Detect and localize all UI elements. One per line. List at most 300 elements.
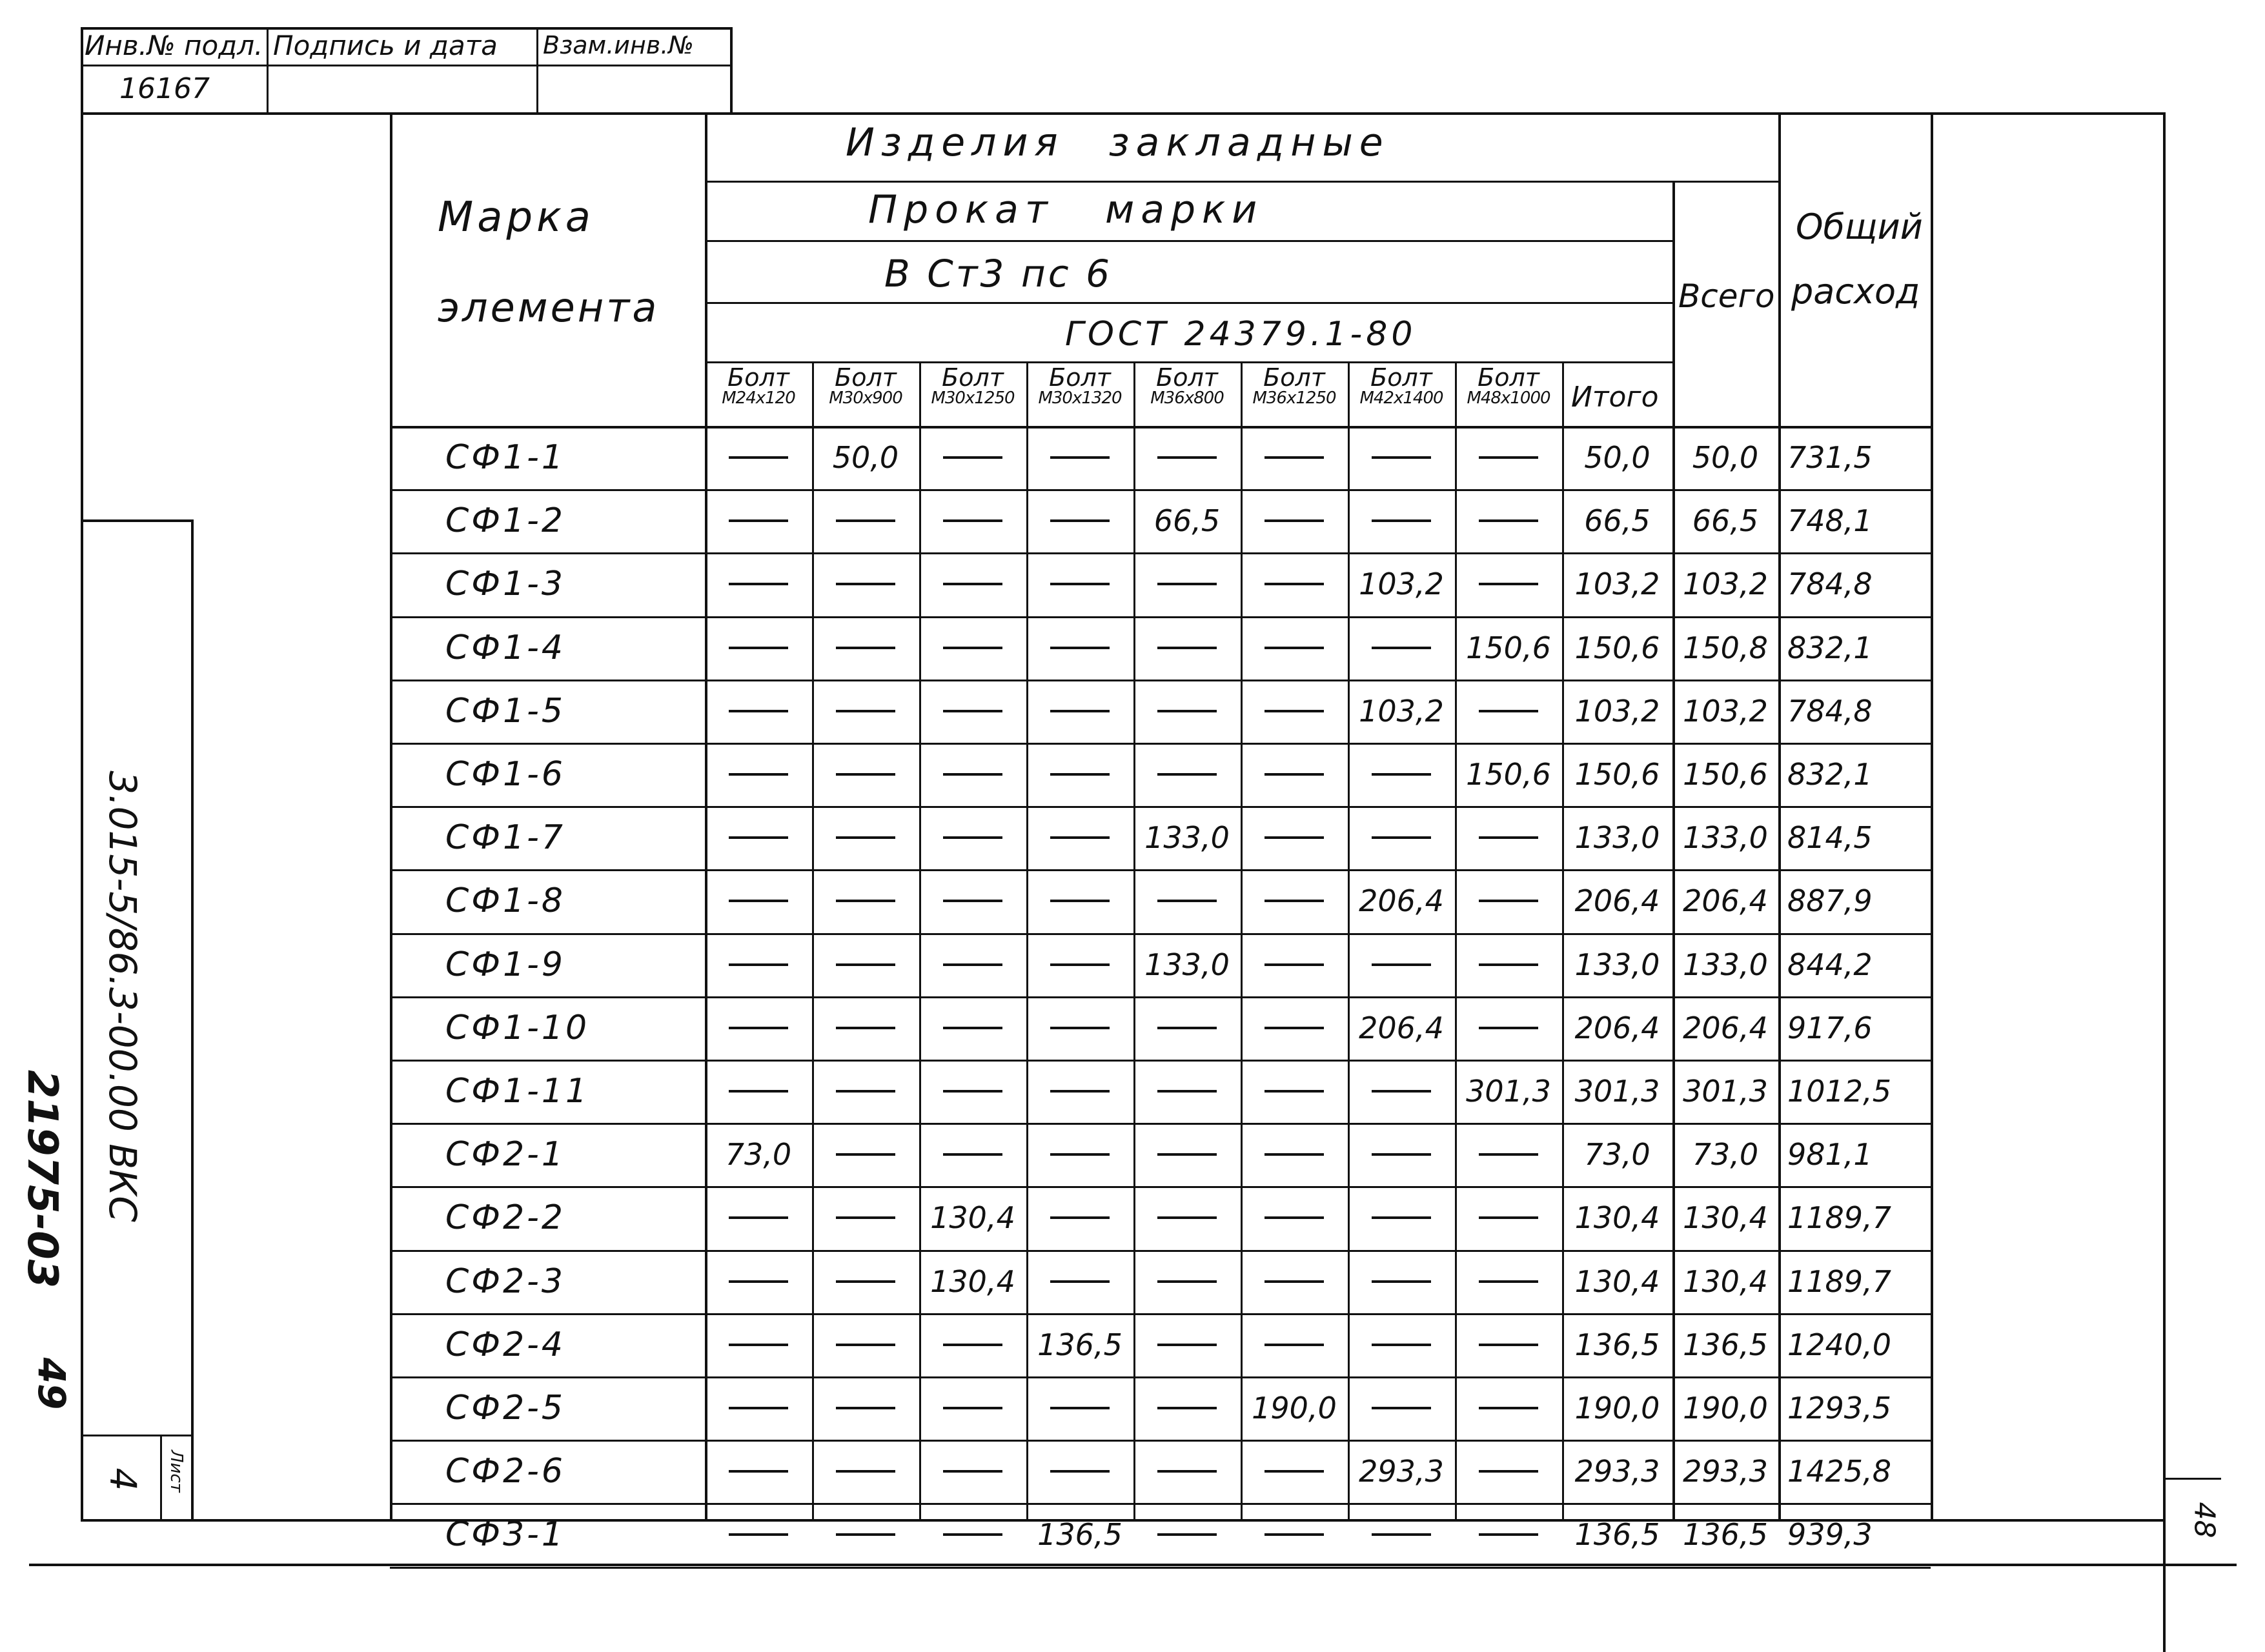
row-itogo: 190,0 bbox=[1574, 1391, 1660, 1426]
empty-dash bbox=[1050, 710, 1110, 712]
empty-dash bbox=[1479, 1407, 1538, 1409]
row-bolt-value bbox=[919, 743, 1026, 806]
grid-row-line bbox=[390, 1440, 1931, 1442]
empty-dash bbox=[1265, 1090, 1324, 1093]
empty-dash bbox=[943, 1470, 1002, 1473]
grid-row-line bbox=[390, 1186, 1931, 1188]
row-bolt-value bbox=[1133, 1313, 1241, 1376]
row-bolt-value: 136,5 bbox=[1037, 1327, 1122, 1362]
row-bolt-value bbox=[1133, 1440, 1241, 1503]
row-bolt-value bbox=[1133, 1123, 1241, 1186]
empty-dash bbox=[1265, 1344, 1324, 1346]
row-bolt-value bbox=[812, 1060, 919, 1123]
empty-dash bbox=[1050, 1216, 1110, 1219]
empty-dash bbox=[836, 1470, 895, 1473]
row-vsego: 133,0 bbox=[1683, 820, 1768, 856]
row-vsego: 103,2 bbox=[1683, 567, 1768, 602]
empty-dash bbox=[1157, 773, 1217, 776]
row-bolt-value bbox=[705, 1503, 812, 1566]
row-bolt-value bbox=[1133, 426, 1241, 489]
empty-dash bbox=[729, 963, 788, 966]
grid-col-line bbox=[1241, 361, 1243, 1520]
row-total: 784,8 bbox=[1787, 693, 1873, 729]
empty-dash bbox=[1265, 583, 1324, 585]
header-group: Изделия закладные bbox=[846, 120, 1390, 165]
row-bolt-value: 301,3 bbox=[1466, 1074, 1551, 1109]
row-bolt-value bbox=[1133, 996, 1241, 1060]
row-bolt-value bbox=[919, 426, 1026, 489]
row-bolt-value bbox=[1026, 996, 1133, 1060]
row-bolt-value bbox=[705, 1060, 812, 1123]
row-bolt-value bbox=[1133, 1250, 1241, 1313]
grid-mark-left bbox=[390, 112, 392, 1520]
header-mark-line1: Марка bbox=[438, 194, 594, 241]
row-bolt-value: 150,6 bbox=[1466, 630, 1551, 665]
row-bolt-value bbox=[1455, 996, 1562, 1060]
row-bolt-value bbox=[1455, 680, 1562, 743]
row-bolt-value bbox=[1455, 489, 1562, 552]
row-itogo: 133,0 bbox=[1574, 820, 1660, 856]
row-bolt-value bbox=[812, 1313, 919, 1376]
row-itogo: 103,2 bbox=[1574, 567, 1660, 602]
row-mark: СФ3-1 bbox=[445, 1515, 566, 1555]
row-bolt-value bbox=[1348, 1503, 1455, 1566]
sheet-label: Лист bbox=[167, 1450, 186, 1493]
column-header bbox=[1133, 365, 1241, 407]
row-bolt-value bbox=[1455, 1250, 1562, 1313]
empty-dash bbox=[943, 836, 1002, 839]
row-total: 832,1 bbox=[1787, 630, 1873, 665]
row-mark: СФ1-6 bbox=[445, 755, 566, 794]
row-bolt-value: 130,4 bbox=[930, 1200, 1015, 1236]
empty-dash bbox=[1157, 1027, 1217, 1029]
empty-dash bbox=[1265, 836, 1324, 839]
empty-dash bbox=[943, 1153, 1002, 1156]
column-header bbox=[812, 365, 919, 407]
empty-dash bbox=[836, 900, 895, 902]
empty-dash bbox=[1157, 1090, 1217, 1093]
row-bolt-value bbox=[1241, 489, 1348, 552]
stamp-replace-label: Взам.инв.№ bbox=[543, 31, 694, 59]
row-bolt-value bbox=[919, 996, 1026, 1060]
empty-dash bbox=[1479, 836, 1538, 839]
sheet-number: 4 bbox=[101, 1467, 144, 1491]
empty-dash bbox=[1372, 647, 1431, 649]
row-bolt-value bbox=[1348, 1376, 1455, 1440]
empty-dash bbox=[836, 519, 895, 522]
series-code: 21975-03 bbox=[18, 1069, 66, 1289]
empty-dash bbox=[1050, 583, 1110, 585]
row-bolt-value bbox=[705, 426, 812, 489]
row-bolt-value bbox=[919, 1060, 1026, 1123]
row-bolt-value bbox=[705, 1250, 812, 1313]
empty-dash bbox=[1050, 900, 1110, 902]
empty-dash bbox=[836, 1153, 895, 1156]
column-header-name: Болт bbox=[727, 363, 789, 392]
empty-dash bbox=[1265, 647, 1324, 649]
row-mark: СФ2-2 bbox=[445, 1198, 566, 1238]
empty-dash bbox=[1157, 583, 1217, 585]
row-bolt-value bbox=[1455, 1440, 1562, 1503]
empty-dash bbox=[1265, 1027, 1324, 1029]
column-header-size: М30х1320 bbox=[1038, 388, 1122, 408]
row-total: 748,1 bbox=[1787, 503, 1873, 539]
row-total: 887,9 bbox=[1787, 883, 1873, 919]
empty-dash bbox=[1265, 963, 1324, 966]
empty-dash bbox=[1265, 1533, 1324, 1536]
row-bolt-value: 150,6 bbox=[1466, 757, 1551, 792]
grid-col-line bbox=[1562, 361, 1564, 1520]
grid-row-line bbox=[390, 1060, 1931, 1062]
empty-dash bbox=[1050, 773, 1110, 776]
row-bolt-value bbox=[1241, 869, 1348, 932]
row-bolt-value bbox=[1455, 806, 1562, 869]
stamp-sign-label: Подпись и дата bbox=[273, 30, 498, 61]
row-total: 917,6 bbox=[1787, 1010, 1873, 1045]
row-itogo: 150,6 bbox=[1574, 757, 1660, 792]
row-bolt-value bbox=[919, 616, 1026, 680]
empty-dash bbox=[729, 710, 788, 712]
row-bolt-value bbox=[705, 743, 812, 806]
grid-col-line bbox=[919, 361, 921, 1520]
row-bolt-value bbox=[1348, 1060, 1455, 1123]
empty-dash bbox=[836, 836, 895, 839]
empty-dash bbox=[836, 963, 895, 966]
row-bolt-value bbox=[919, 1440, 1026, 1503]
row-bolt-value bbox=[1455, 1313, 1562, 1376]
row-bolt-value bbox=[1455, 869, 1562, 932]
empty-dash bbox=[1479, 1153, 1538, 1156]
row-bolt-value bbox=[1026, 869, 1133, 932]
row-bolt-value: 293,3 bbox=[1359, 1454, 1444, 1489]
row-bolt-value bbox=[1348, 1186, 1455, 1249]
row-bolt-value bbox=[705, 1440, 812, 1503]
row-bolt-value bbox=[812, 616, 919, 680]
row-mark: СФ1-1 bbox=[445, 438, 566, 478]
empty-dash bbox=[1479, 710, 1538, 712]
row-itogo: 206,4 bbox=[1574, 1010, 1660, 1045]
empty-dash bbox=[836, 1027, 895, 1029]
row-bolt-value: 136,5 bbox=[1037, 1517, 1122, 1553]
grid-row-line bbox=[390, 1567, 1931, 1569]
empty-dash bbox=[729, 456, 788, 459]
empty-dash bbox=[836, 583, 895, 585]
grid-row-line bbox=[390, 680, 1931, 681]
grid-vsego-left bbox=[1672, 181, 1675, 1520]
empty-dash bbox=[1265, 773, 1324, 776]
empty-dash bbox=[729, 1280, 788, 1283]
row-mark: СФ1-8 bbox=[445, 881, 566, 921]
row-mark: СФ1-4 bbox=[445, 628, 566, 667]
row-bolt-value bbox=[705, 1376, 812, 1440]
grid-row-line bbox=[390, 489, 1931, 491]
row-itogo: 136,5 bbox=[1574, 1517, 1660, 1553]
grid-row-line bbox=[390, 1250, 1931, 1252]
row-vsego: 301,3 bbox=[1683, 1074, 1768, 1109]
row-bolt-value bbox=[705, 1313, 812, 1376]
row-total: 814,5 bbox=[1787, 820, 1873, 856]
row-bolt-value bbox=[1241, 616, 1348, 680]
row-bolt-value bbox=[1026, 1123, 1133, 1186]
empty-dash bbox=[1157, 900, 1217, 902]
row-itogo: 150,6 bbox=[1574, 630, 1660, 665]
empty-dash bbox=[1265, 519, 1324, 522]
row-total: 1189,7 bbox=[1787, 1200, 1891, 1236]
row-vsego: 133,0 bbox=[1683, 947, 1768, 982]
stamp-inv-label: Инв.№ подл. bbox=[85, 30, 263, 61]
empty-dash bbox=[1157, 1533, 1217, 1536]
row-vsego: 73,0 bbox=[1692, 1137, 1759, 1173]
empty-dash bbox=[1372, 1407, 1431, 1409]
row-itogo: 133,0 bbox=[1574, 947, 1660, 982]
row-itogo: 293,3 bbox=[1574, 1454, 1660, 1489]
empty-dash bbox=[1050, 1090, 1110, 1093]
empty-dash bbox=[1157, 456, 1217, 459]
row-bolt-value bbox=[1241, 743, 1348, 806]
empty-dash bbox=[836, 1533, 895, 1536]
empty-dash bbox=[1479, 456, 1538, 459]
empty-dash bbox=[943, 1344, 1002, 1346]
row-mark: СФ2-6 bbox=[445, 1452, 566, 1491]
row-bolt-value bbox=[1455, 1186, 1562, 1249]
row-itogo: 73,0 bbox=[1584, 1137, 1651, 1173]
grid-row-line bbox=[390, 996, 1931, 998]
empty-dash bbox=[1479, 1470, 1538, 1473]
row-bolt-value bbox=[812, 1503, 919, 1566]
empty-dash bbox=[1050, 963, 1110, 966]
row-bolt-value bbox=[812, 1250, 919, 1313]
grid-h-steel bbox=[705, 302, 1672, 304]
row-bolt-value bbox=[1348, 1250, 1455, 1313]
row-bolt-value bbox=[919, 869, 1026, 932]
row-bolt-value bbox=[1241, 806, 1348, 869]
empty-dash bbox=[1050, 647, 1110, 649]
empty-dash bbox=[1157, 1153, 1217, 1156]
empty-dash bbox=[729, 647, 788, 649]
row-vsego: 136,5 bbox=[1683, 1327, 1768, 1362]
row-total: 784,8 bbox=[1787, 567, 1873, 602]
empty-dash bbox=[1372, 773, 1431, 776]
empty-dash bbox=[1372, 519, 1431, 522]
empty-dash bbox=[1050, 1027, 1110, 1029]
row-bolt-value bbox=[1348, 489, 1455, 552]
grid-row-line bbox=[390, 1376, 1931, 1378]
row-bolt-value bbox=[919, 680, 1026, 743]
column-header-size: М36х800 bbox=[1150, 388, 1224, 408]
empty-dash bbox=[1479, 1533, 1538, 1536]
row-itogo: 136,5 bbox=[1574, 1327, 1660, 1362]
empty-dash bbox=[729, 519, 788, 522]
row-total: 832,1 bbox=[1787, 757, 1873, 792]
empty-dash bbox=[1050, 1153, 1110, 1156]
row-bolt-value bbox=[1455, 552, 1562, 616]
row-bolt-value bbox=[812, 743, 919, 806]
empty-dash bbox=[836, 1090, 895, 1093]
row-bolt-value bbox=[1026, 1250, 1133, 1313]
row-bolt-value bbox=[1026, 680, 1133, 743]
row-bolt-value bbox=[1455, 1503, 1562, 1566]
empty-dash bbox=[1479, 583, 1538, 585]
row-total: 939,3 bbox=[1787, 1517, 1873, 1553]
row-bolt-value bbox=[1026, 806, 1133, 869]
row-total: 731,5 bbox=[1787, 440, 1873, 476]
grid-h-group bbox=[705, 181, 1778, 183]
empty-dash bbox=[729, 1027, 788, 1029]
row-bolt-value bbox=[1241, 426, 1348, 489]
row-bolt-value bbox=[1026, 552, 1133, 616]
empty-dash bbox=[729, 1344, 788, 1346]
column-header bbox=[1026, 365, 1133, 407]
empty-dash bbox=[729, 1216, 788, 1219]
empty-dash bbox=[729, 1090, 788, 1093]
row-bolt-value bbox=[1133, 1376, 1241, 1440]
grid-col-line bbox=[812, 361, 814, 1520]
row-bolt-value bbox=[812, 680, 919, 743]
row-bolt-value bbox=[1241, 1440, 1348, 1503]
column-header-size: М36х1250 bbox=[1252, 388, 1336, 408]
grid-col-line bbox=[1133, 361, 1135, 1520]
empty-dash bbox=[1157, 710, 1217, 712]
column-header bbox=[919, 365, 1026, 407]
empty-dash bbox=[1372, 456, 1431, 459]
row-bolt-value bbox=[705, 869, 812, 932]
empty-dash bbox=[729, 900, 788, 902]
row-mark: СФ1-11 bbox=[445, 1072, 590, 1111]
column-header-name: Болт bbox=[835, 363, 897, 392]
empty-dash bbox=[943, 1533, 1002, 1536]
row-total: 1189,7 bbox=[1787, 1264, 1891, 1299]
empty-dash bbox=[1157, 1470, 1217, 1473]
page-number-right: 48 bbox=[2188, 1502, 2221, 1538]
row-bolt-value: 103,2 bbox=[1359, 567, 1444, 602]
page-number-left: 49 bbox=[30, 1357, 74, 1410]
grid-row-line bbox=[390, 616, 1931, 618]
row-vsego: 130,4 bbox=[1683, 1200, 1768, 1236]
row-vsego: 136,5 bbox=[1683, 1517, 1768, 1553]
row-bolt-value bbox=[1133, 1186, 1241, 1249]
header-mark-line2: элемента bbox=[438, 284, 660, 331]
empty-dash bbox=[1157, 1344, 1217, 1346]
column-header-size: М48х1000 bbox=[1467, 388, 1550, 408]
grid-row-line bbox=[390, 933, 1931, 935]
column-header-size: М30х900 bbox=[829, 388, 902, 408]
row-bolt-value bbox=[1026, 933, 1133, 996]
empty-dash bbox=[836, 710, 895, 712]
empty-dash bbox=[1479, 1280, 1538, 1283]
column-header-name: Болт bbox=[1370, 363, 1432, 392]
row-vsego: 130,4 bbox=[1683, 1264, 1768, 1299]
row-mark: СФ1-5 bbox=[445, 691, 566, 730]
column-header bbox=[1241, 365, 1348, 407]
empty-dash bbox=[1479, 519, 1538, 522]
empty-dash bbox=[1372, 1533, 1431, 1536]
row-bolt-value bbox=[1133, 1060, 1241, 1123]
empty-dash bbox=[943, 900, 1002, 902]
row-bolt-value bbox=[1241, 680, 1348, 743]
empty-dash bbox=[729, 1533, 788, 1536]
row-bolt-value bbox=[919, 1123, 1026, 1186]
row-bolt-value bbox=[705, 806, 812, 869]
header-total-col: Всего bbox=[1678, 277, 1775, 315]
empty-dash bbox=[1157, 1280, 1217, 1283]
row-bolt-value bbox=[705, 996, 812, 1060]
empty-dash bbox=[1265, 456, 1324, 459]
empty-dash bbox=[943, 710, 1002, 712]
row-bolt-value: 50,0 bbox=[832, 440, 899, 476]
empty-dash bbox=[1265, 1153, 1324, 1156]
row-bolt-value bbox=[812, 1123, 919, 1186]
grid-col-line bbox=[1348, 361, 1350, 1520]
header-steel: В Ст3 пс 6 bbox=[884, 252, 1112, 296]
row-bolt-value bbox=[1133, 1503, 1241, 1566]
grid-col-line bbox=[1455, 361, 1457, 1520]
empty-dash bbox=[943, 583, 1002, 585]
column-header-size: М30х1250 bbox=[931, 388, 1015, 408]
column-header bbox=[1455, 365, 1562, 407]
row-mark: СФ2-4 bbox=[445, 1325, 566, 1364]
empty-dash bbox=[1479, 1027, 1538, 1029]
grid-row-line bbox=[390, 1313, 1931, 1315]
row-bolt-value bbox=[1026, 743, 1133, 806]
row-total: 1240,0 bbox=[1787, 1327, 1891, 1362]
empty-dash bbox=[836, 1344, 895, 1346]
row-bolt-value: 190,0 bbox=[1252, 1391, 1337, 1426]
empty-dash bbox=[1050, 836, 1110, 839]
row-bolt-value: 206,4 bbox=[1359, 1010, 1444, 1045]
row-mark: СФ1-2 bbox=[445, 501, 566, 541]
column-header-name: Болт bbox=[942, 363, 1004, 392]
row-bolt-value bbox=[1241, 996, 1348, 1060]
column-header bbox=[1348, 365, 1455, 407]
column-header bbox=[705, 365, 812, 407]
empty-dash bbox=[1372, 1280, 1431, 1283]
row-vsego: 103,2 bbox=[1683, 693, 1768, 729]
row-bolt-value bbox=[1133, 869, 1241, 932]
empty-dash bbox=[1157, 647, 1217, 649]
row-bolt-value bbox=[1133, 743, 1241, 806]
row-bolt-value bbox=[1348, 743, 1455, 806]
row-vsego: 206,4 bbox=[1683, 1010, 1768, 1045]
row-bolt-value bbox=[1348, 933, 1455, 996]
row-bolt-value bbox=[919, 489, 1026, 552]
empty-dash bbox=[1372, 1216, 1431, 1219]
grid-h-header-bottom bbox=[390, 426, 1931, 428]
row-bolt-value bbox=[705, 1186, 812, 1249]
row-bolt-value: 133,0 bbox=[1144, 820, 1230, 856]
row-bolt-value bbox=[1455, 1376, 1562, 1440]
empty-dash bbox=[1479, 963, 1538, 966]
empty-dash bbox=[1157, 1407, 1217, 1409]
empty-dash bbox=[1050, 519, 1110, 522]
empty-dash bbox=[1479, 1344, 1538, 1346]
row-bolt-value bbox=[1026, 1186, 1133, 1249]
empty-dash bbox=[943, 1090, 1002, 1093]
empty-dash bbox=[729, 773, 788, 776]
row-vsego: 150,8 bbox=[1683, 630, 1768, 665]
row-bolt-value bbox=[812, 1376, 919, 1440]
row-bolt-value bbox=[919, 1376, 1026, 1440]
row-itogo: 66,5 bbox=[1584, 503, 1651, 539]
empty-dash bbox=[1050, 1280, 1110, 1283]
row-bolt-value: 66,5 bbox=[1153, 503, 1221, 539]
grid-h-gost bbox=[705, 361, 1672, 363]
empty-dash bbox=[836, 1407, 895, 1409]
row-bolt-value bbox=[1455, 1123, 1562, 1186]
column-header-size: М42х1400 bbox=[1359, 388, 1443, 408]
row-bolt-value bbox=[919, 1503, 1026, 1566]
row-itogo: 130,4 bbox=[1574, 1264, 1660, 1299]
row-vsego: 293,3 bbox=[1683, 1454, 1768, 1489]
